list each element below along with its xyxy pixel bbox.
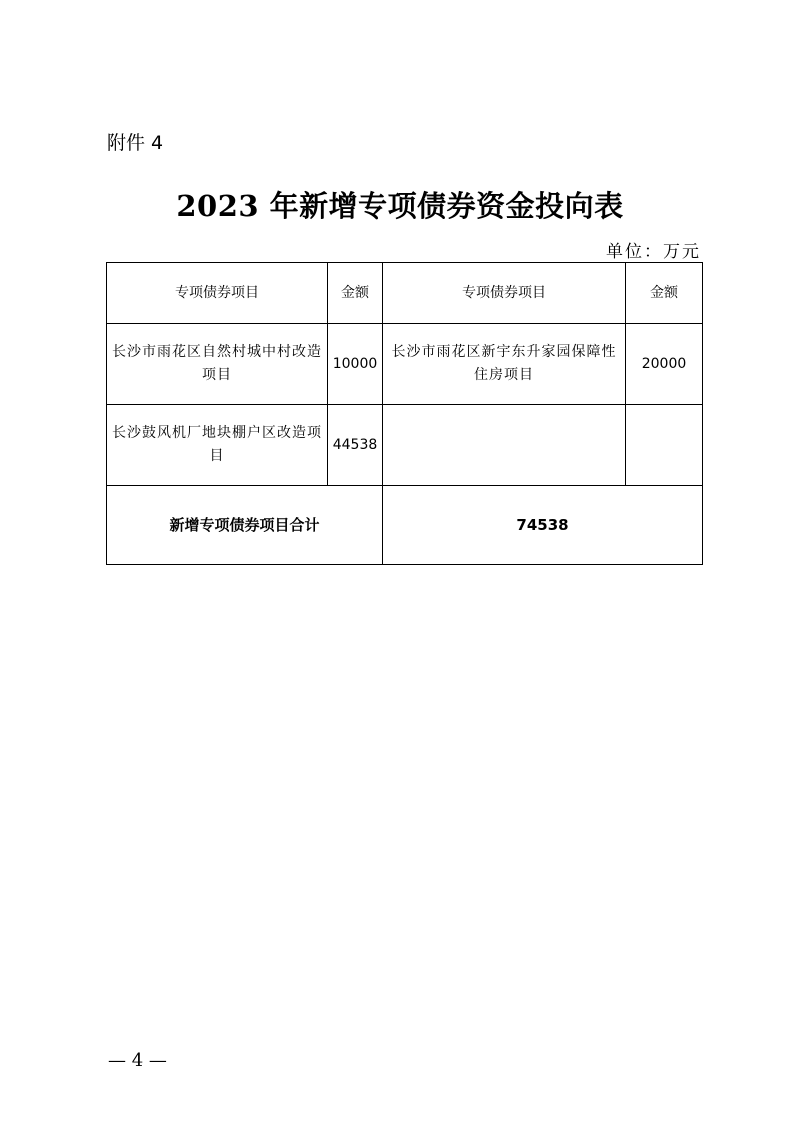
header-amount-1: 金额 <box>328 263 383 324</box>
table-header-row <box>107 263 703 324</box>
page-title: 2023 年新增专项债券资金投向表 <box>176 189 624 223</box>
header-amount-2: 金额 <box>626 263 703 324</box>
header-project-2: 专项债券项目 <box>383 263 626 324</box>
amount-cell: 20000 <box>626 324 703 405</box>
amount-cell <box>626 405 703 486</box>
amount-cell: 10000 <box>328 324 383 405</box>
table-total-row <box>107 486 703 565</box>
attachment-label: 附件 4 <box>107 132 164 154</box>
bond-investment-table <box>106 262 703 565</box>
table-row <box>107 324 703 405</box>
total-value: 74538 <box>383 486 703 565</box>
page-number: — 4 — <box>108 1050 167 1071</box>
table-row <box>107 405 703 486</box>
header-project-1: 专项债券项目 <box>107 263 328 324</box>
project-cell: 长沙市雨花区新宇东升家园保障性住房项目 <box>383 324 626 405</box>
project-cell: 长沙鼓风机厂地块棚户区改造项目 <box>107 405 328 486</box>
total-label: 新增专项债券项目合计 <box>107 486 383 565</box>
project-cell <box>383 405 626 486</box>
amount-cell: 44538 <box>328 405 383 486</box>
project-cell: 长沙市雨花区自然村城中村改造项目 <box>107 324 328 405</box>
unit-label: 单位：万元 <box>606 242 701 262</box>
